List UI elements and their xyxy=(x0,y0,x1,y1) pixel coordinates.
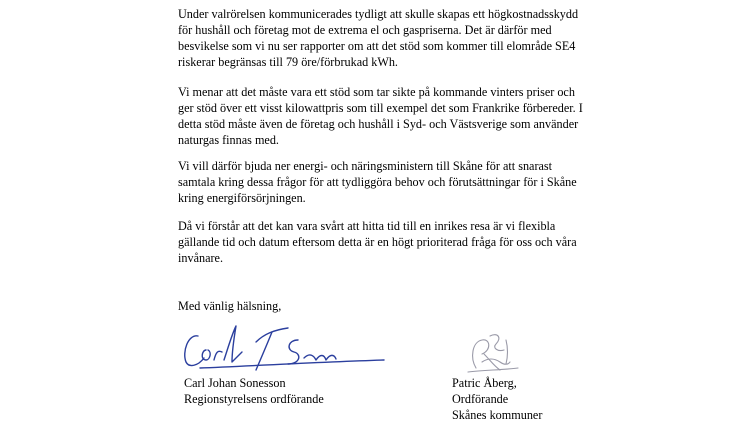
signature-patric-aberg xyxy=(462,328,522,374)
signatory-organization: Skånes kommuner xyxy=(452,408,543,422)
signatory-title: Regionstyrelsens ordförande xyxy=(184,392,324,406)
signatory-title: Ordförande xyxy=(452,392,509,406)
body-paragraph-stod-kilowattpris: Vi menar att det måste vara ett stöd som tar sikte på kommande vinters priser och ger stöd över ett visst kilowattpris som till exempel det som Frankrike förbereder. I detta stöd måste även de företag och hushåll i Syd- och Västsverige som använder naturgas finnas med. xyxy=(178,85,583,147)
signatory-name: Carl Johan Sonesson xyxy=(184,376,286,390)
signatory-name: Patric Åberg, xyxy=(452,376,517,390)
signature-carl-johan-sonesson xyxy=(180,322,386,374)
signatory-block-1 xyxy=(184,375,324,407)
closing-greeting: Med vänlig hälsning, xyxy=(178,299,282,313)
body-paragraph-valrorelsen: Under valrörelsen kommunicerades tydligt att skulle skapas ett högkostnadsskydd för hushåll och företag mot de extrema el och gaspriserna. Det är därför med besvikelse som vi nu ser rapporter om att det stöd som kommer till elområde SE4 riskerar begränsas till 79 öre/förbrukad kWh. xyxy=(178,7,579,69)
body-paragraph-inbjudan: Vi vill därför bjuda ner energi- och näringsministern till Skåne för att snarast samtala kring dessa frågor för att tydliggöra behov och förutsättningar för i Skåne kring energiförsörjningen. xyxy=(178,159,577,205)
signatory-block-2 xyxy=(452,375,542,423)
body-paragraph-flexibilitet: Då vi förstår att det kan vara svårt att hitta tid till en inrikes resa är vi flexibla gällande tid och datum eftersom detta är en högt prioriterad fråga för oss och våra invånare. xyxy=(178,219,577,265)
